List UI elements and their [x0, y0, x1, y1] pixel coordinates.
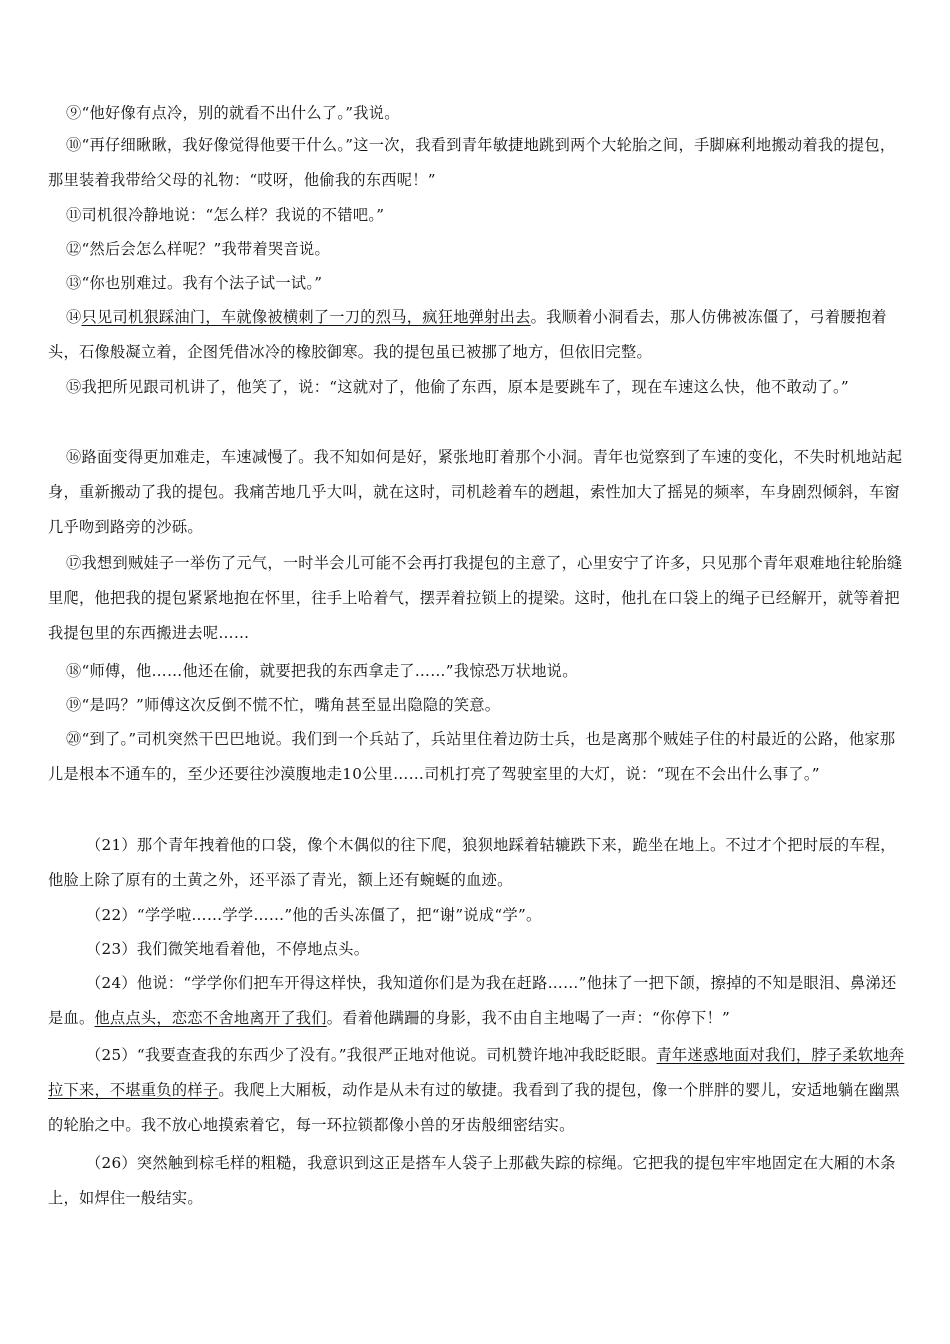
paragraph-22: （22）“学学啦……学学……”他的舌头冻僵了，把“谢”说成“学”。 [86, 906, 542, 924]
paragraph-17: ⑰我想到贼娃子一举伤了元气，一时半会儿可能不会再打我提包的主意了，心里安宁了许多，只见那个青年艰难地往轮胎缝里爬，他把我的提包紧紧地抱在怀里，往手上哈着气，摆弄着拉锁上的提梁。这时，他扎在口袋上的绳子已经解开，就等着把我提包里的东西搬进去呢…… [48, 554, 903, 642]
paragraph-20: ⑳“到了。”司机突然干巴巴地说。我们到一个兵站了，兵站里住着边防士兵，也是离那个贼娃子住的村最近的公路，他家那儿是根本不通车的，至少还要往沙漠腹地走10公里……司机打亮了驾驶室里的大灯，说：“现在不会出什么事了。” [48, 730, 896, 783]
paragraph-12: ⑫“然后会怎么样呢？”我带着哭音说。 [66, 240, 330, 258]
paragraph-26: （26）突然触到棕毛样的粗糙，我意识到这正是搭车人袋子上那截失踪的棕绳。它把我的提包牢牢地固定在大厢的木条上，如焊住一般结实。 [48, 1154, 896, 1207]
paragraph-11: ⑪司机很冷静地说：“怎么样？我说的不错吧。” [66, 206, 385, 224]
paragraph-18: ⑱“师傅，他……他还在偷，就要把我的东西拿走了……”我惊恐万状地说。 [66, 662, 578, 680]
paragraph-21: （21）那个青年拽着他的口袋，像个木偶似的往下爬，狼狈地踩着轱辘跌下来，跪坐在地上。不过才个把时辰的车程，他脸上除了原有的土黄之外，还平添了青光，额上还有蜿蜒的血迹。 [48, 836, 896, 889]
paragraph-25: （25）“我要查查我的东西少了没有。”我很严正地对他说。司机赞许地冲我眨眨眼。青年迷惑地面对我们，脖子柔软地奔拉下来，不堪重负的样子。我爬上大厢板，动作是从未有过的敏捷。我看到了我的提包，像一个胖胖的婴儿，安适地躺在幽黑的轮胎之中。我不放心地摸索着它，每一环拉锁都像小兽的牙齿般细密结实。 [48, 1046, 905, 1134]
paragraph-14: ⑭只见司机狠踩油门，车就像被横刺了一刀的烈马，疯狂地弹射出去。我顺着小洞看去，那人仿佛被冻僵了，弓着腰抱着头，石像般凝立着，企图凭借冰冷的橡胶御寒。我的提包虽已被挪了地方，但依旧完整。 [48, 308, 887, 361]
paragraph-10: ⑩“再仔细瞅瞅，我好像觉得他要干什么。”这一次，我看到青年敏捷地跳到两个大轮胎之间，手脚麻利地搬动着我的提包，那里装着我带给父母的礼物：“哎呀，他偷我的东西呢！” [48, 136, 896, 189]
underlined-sentence: 他点点头，恋恋不舍地离开了我们 [94, 1009, 327, 1027]
paragraph-19: ⑲“是吗？”师傅这次反倒不慌不忙，嘴角甚至显出隐隐的笑意。 [66, 696, 501, 714]
paragraph-13: ⑬“你也别难过。我有个法子试一试。” [66, 274, 323, 292]
underlined-sentence: 青年迷惑地面对我们，脖子柔软地奔拉下来，不堪重负的样子 [48, 1046, 905, 1099]
paragraph-16: ⑯路面变得更加难走，车速减慢了。我不知如何是好，紧张地盯着那个小洞。青年也觉察到了车速的变化，不失时机地站起身，重新搬动了我的提包。我痛苦地几乎大叫，就在这时，司机趁着车的趔趄，索性加大了摇晃的频率，车身剧烈倾斜，车窗几乎吻到路旁的沙砾。 [48, 448, 903, 536]
paragraph-24: （24）他说：“学学你们把车开得这样快，我知道你们是为我在赶路……”他抹了一把下颌，擦掉的不知是眼泪、鼻涕还是血。他点点头，恋恋不舍地离开了我们。看着他蹒跚的身影，我不由自主地喝了一声：“你停下！” [48, 974, 897, 1027]
paragraph-15: ⑮我把所见跟司机讲了，他笑了，说：“这就对了，他偷了东西，原本是要跳车了，现在车速这么快，他不敢动了。” [66, 378, 849, 396]
paragraph-9: ⑨“他好像有点冷，别的就看不出什么了。”我说。 [66, 104, 400, 122]
paragraph-23: （23）我们微笑地看着他，不停地点头。 [86, 940, 370, 958]
underlined-sentence: 只见司机狠踩油门，车就像被横刺了一刀的烈马，疯狂地弹射出去 [81, 308, 531, 326]
